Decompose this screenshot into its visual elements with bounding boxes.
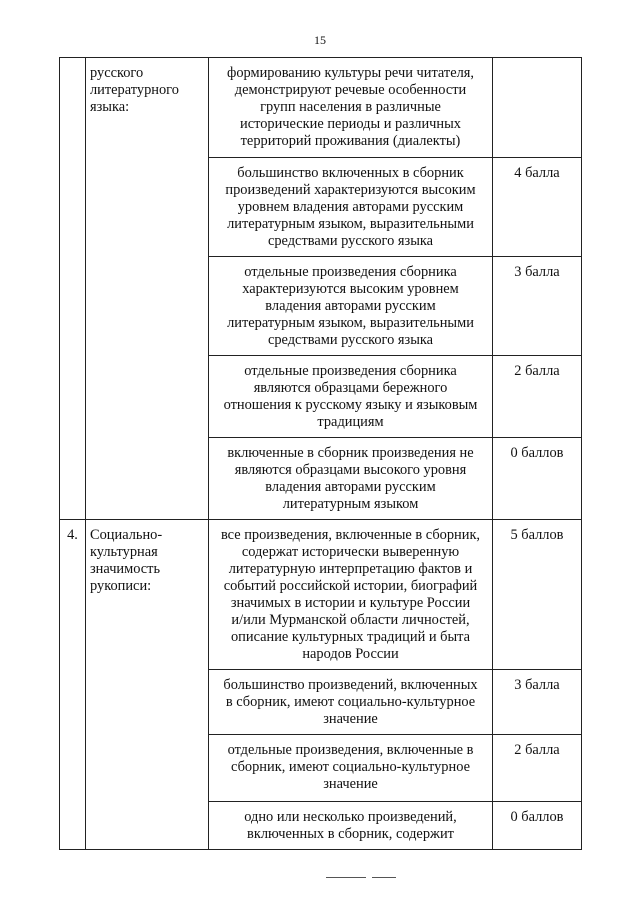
score-value: 3 балла [493,670,582,735]
criterion-description: отдельные произведения, включенные в сборник, имеют социально-культурное значение [209,735,493,802]
criterion-description: отдельные произведения сборника характеризуются высоким уровнем владения авторами русским литературным языком, выразительными средствами русского языка [209,257,493,356]
criterion-description: формированию культуры речи читателя, демонстрируют речевые особенности групп населения в различные исторические периоды и различных территорий проживания (диалекты) [209,58,493,158]
score-value: 3 балла [493,257,582,356]
criterion-description: большинство включенных в сборник произведений характеризуются высоким уровнем владения авторами русским литературным языком, выразительными средствами русского языка [209,158,493,257]
footer-rule [326,877,400,878]
criterion-description: включенные в сборник произведения не являются образцами высокого уровня владения авторами русским литературным языком [209,438,493,520]
criterion-description: отдельные произведения сборника являются образцами бережного отношения к русскому языку и языковым традициям [209,356,493,438]
footer-rule-segment [326,877,366,878]
criterion-number: 4. [60,520,86,850]
criterion-number [60,58,86,520]
criterion-description: одно или несколько произведений, включенных в сборник, содержит [209,802,493,850]
score-value [493,58,582,158]
score-value: 0 баллов [493,438,582,520]
score-value: 2 балла [493,735,582,802]
page-number: 15 [314,33,326,47]
footer-rule-segment [372,877,396,878]
criterion-description: большинство произведений, включенных в сборник, имеют социально-культурное значение [209,670,493,735]
score-value: 2 балла [493,356,582,438]
score-value: 4 балла [493,158,582,257]
score-value: 0 баллов [493,802,582,850]
criterion-name: Социально- культурная значимость рукописи: [86,520,209,850]
table-row [60,58,582,158]
criterion-description: все произведения, включенные в сборник, содержат исторически выверенную литературную интерпретацию фактов и событий российской истории, биографий значимых в истории и культуре России и/или Мурманской области личностей, описание культурных традиций и быта народов России [209,520,493,670]
table-row [60,520,582,670]
score-value: 5 баллов [493,520,582,670]
criteria-table [59,57,582,850]
criterion-name: русского литературного языка: [86,58,209,520]
